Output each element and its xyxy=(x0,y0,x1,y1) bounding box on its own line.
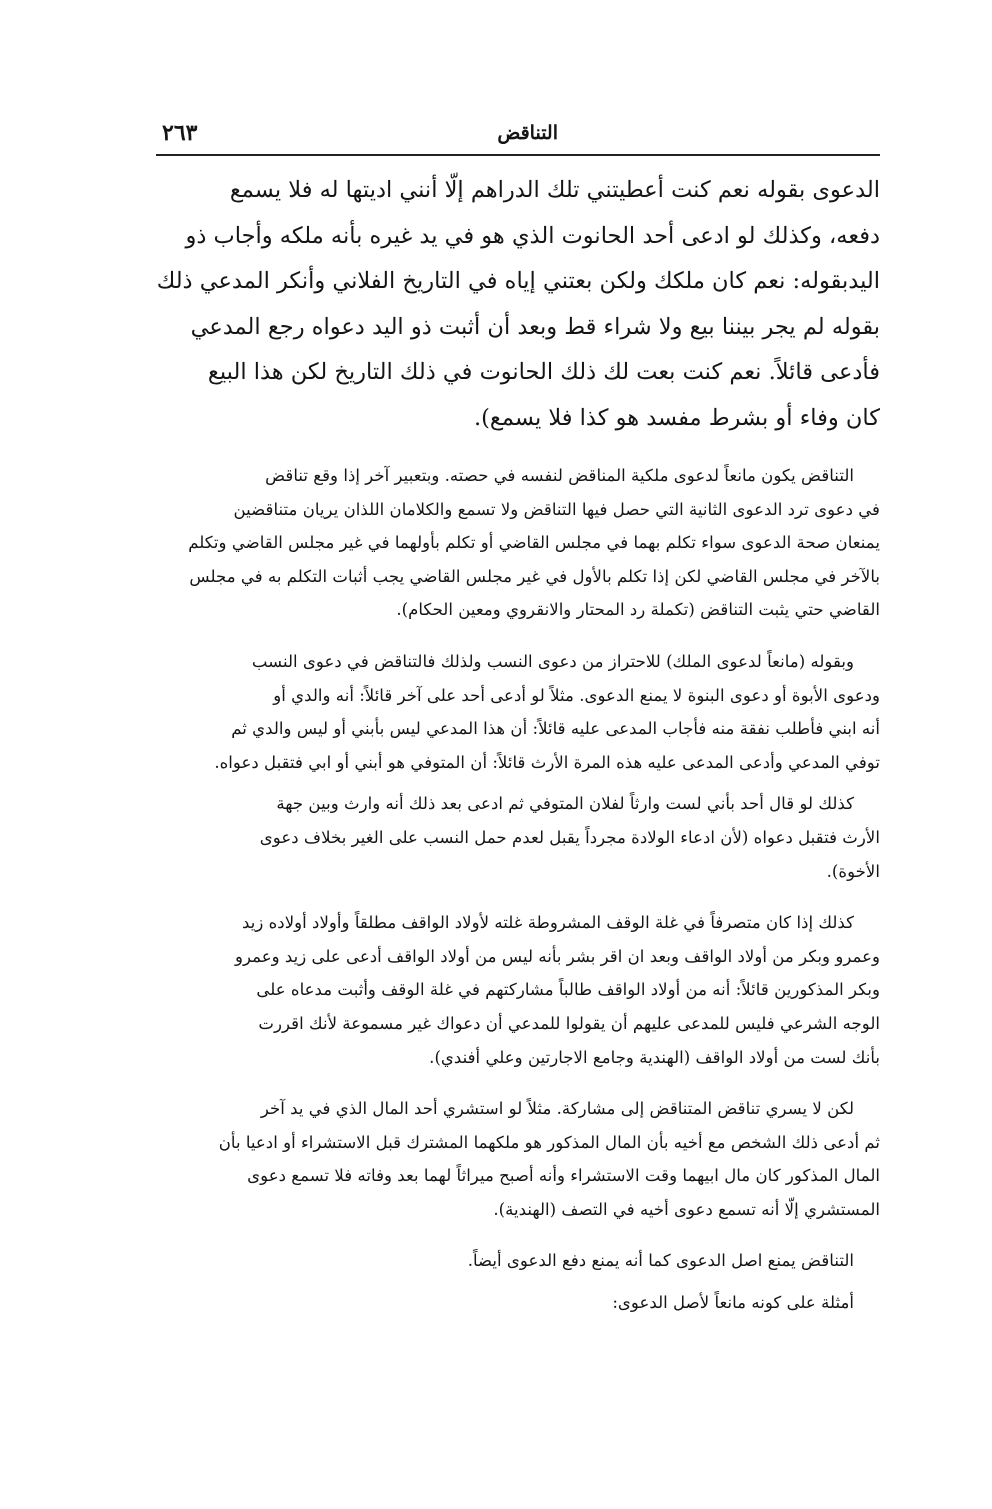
text-line: بالآخر في مجلس القاضي لكن إذا تكلم بالأول في غير مجلس القاضي يجب أثبات التكلم به في مجلس xyxy=(189,566,880,586)
text-line: أمثلة على كونه مانعاً لأصل الدعوى: xyxy=(612,1293,854,1313)
page-number: ٢٦٣ xyxy=(162,120,198,146)
text-line: المستشري إلّا أنه تسمع دعوى أخيه في التصف (الهندية). xyxy=(493,1199,880,1219)
text-line: توفي المدعي وأدعى المدعى عليه هذه المرة الأرث قائلاً: أن المتوفي هو أبني أو ابي فتقبل دعواه. xyxy=(214,752,880,772)
text-line: كذلك إذا كان متصرفاً في غلة الوقف المشروطة غلته لأولاد الواقف مطلقاً وأولاد أولاده زيد xyxy=(242,913,854,933)
text-line: الأرث فتقبل دعواه (لأن ادعاء الولادة مجرداً يقبل لعدم حمل النسب على الغير بخلاف دعوى xyxy=(259,827,880,847)
text-line: وعمرو وبكر من أولاد الواقف وبعد ان اقر بشر بأنه ليس من أولاد الواقف أدعى على زيد وعمرو xyxy=(234,946,880,966)
text-line: الوجه الشرعي فليس للمدعى عليهم أن يقولوا للمدعي أن دعواك غير مسموعة لأنك اقررت xyxy=(258,1013,880,1033)
text-line: وبكر المذكورين قائلاً: أنه من أولاد الواقف طالباً مشاركتهم في غلة الوقف وأثبت مدعاه على xyxy=(256,980,880,1000)
paragraph xyxy=(156,1092,880,1226)
paragraph xyxy=(156,906,880,1074)
text-line: كذلك لو قال أحد بأني لست وارثاً لفلان المتوفي ثم ادعى بعد ذلك أنه وارث وبين جهة xyxy=(276,794,854,814)
quote-line: دفعه، وكذلك لو ادعى أحد الحانوت الذي هو في يد غيره بأنه ملكه وأجاب ذو xyxy=(185,222,880,249)
text-line: المال المذكور كان مال ابيهما وقت الاستشراء وأنه أصبح ميراثاً لهما بعد وفاته فلا تسمع دعوى xyxy=(247,1166,880,1186)
quote-line: كان وفاء أو بشرط مفسد هو كذا فلا يسمع). xyxy=(473,404,880,431)
running-header xyxy=(156,120,880,156)
paragraph xyxy=(156,787,880,888)
text-line: أنه ابني فأطلب نفقة منه فأجاب المدعى عليه قائلاً: أن هذا المدعي ليس بأبني أو ليس والدي ثم xyxy=(231,719,880,739)
text-line: في دعوى ترد الدعوى الثانية التي حصل فيها التناقض ولا تسمع والكلامان اللذان يريان متناقضين xyxy=(233,499,880,519)
paragraph xyxy=(156,1286,880,1320)
paragraph xyxy=(156,459,880,627)
paragraph xyxy=(156,645,880,779)
quote-line: بقوله لم يجر بيننا بيع ولا شراء قط وبعد أن أثبت ذو اليد دعواه رجع المدعي xyxy=(190,313,880,340)
quoted-article-text xyxy=(156,168,880,441)
text-line: ثم أدعى ذلك الشخص مع أخيه بأن المال المذكور هو ملكهما المشترك قبل الاستشراء أو ادعيا بأن xyxy=(218,1132,880,1152)
page-title: التناقض xyxy=(497,122,558,144)
text-line: القاضي حتي يثبت التناقض (تكملة رد المحتار والانقروي ومعين الحكام). xyxy=(396,600,880,620)
text-line: لكن لا يسري تناقض المتناقض إلى مشاركة. مثلاً لو استشري أحد المال الذي في يد آخر xyxy=(260,1099,854,1119)
quote-line: اليدبقوله: نعم كان ملكك ولكن بعتني إياه في التاريخ الفلاني وأنكر المدعي ذلك xyxy=(156,268,880,294)
commentary-body xyxy=(156,459,880,1320)
text-line: يمنعان صحة الدعوى سواء تكلم بهما في مجلس القاضي أو تكلم بأولهما في غير مجلس القاضي وتكلم xyxy=(188,533,880,553)
paragraph xyxy=(156,1244,880,1278)
text-line: التناقض يمنع اصل الدعوى كما أنه يمنع دفع الدعوى أيضاً. xyxy=(467,1251,854,1271)
text-line: وبقوله (مانعاً لدعوى الملك) للاحتراز من دعوى النسب ولذلك فالتناقض في دعوى النسب xyxy=(251,651,854,671)
text-line: ودعوى الأبوة أو دعوى البنوة لا يمنع الدعوى. مثلاً لو أدعى أحد على آخر قائلاً: أنه والدي أو xyxy=(273,685,880,705)
book-page xyxy=(156,120,880,1338)
text-line: الأخوة). xyxy=(826,861,880,881)
quote-line: الدعوى بقوله نعم كنت أعطيتني تلك الدراهم إلّا أنني اديتها له فلا يسمع xyxy=(229,177,880,203)
text-line: التناقض يكون مانعاً لدعوى ملكية المناقض لنفسه في حصته. وبتعبير آخر إذا وقع تناقض xyxy=(265,466,854,485)
quote-line: فأدعى قائلاً. نعم كنت بعت لك ذلك الحانوت في ذلك التاريخ لكن هذا البيع xyxy=(207,359,880,385)
text-line: بأنك لست من أولاد الواقف (الهندية وجامع الاجارتين وعلي أفندي). xyxy=(429,1047,880,1067)
